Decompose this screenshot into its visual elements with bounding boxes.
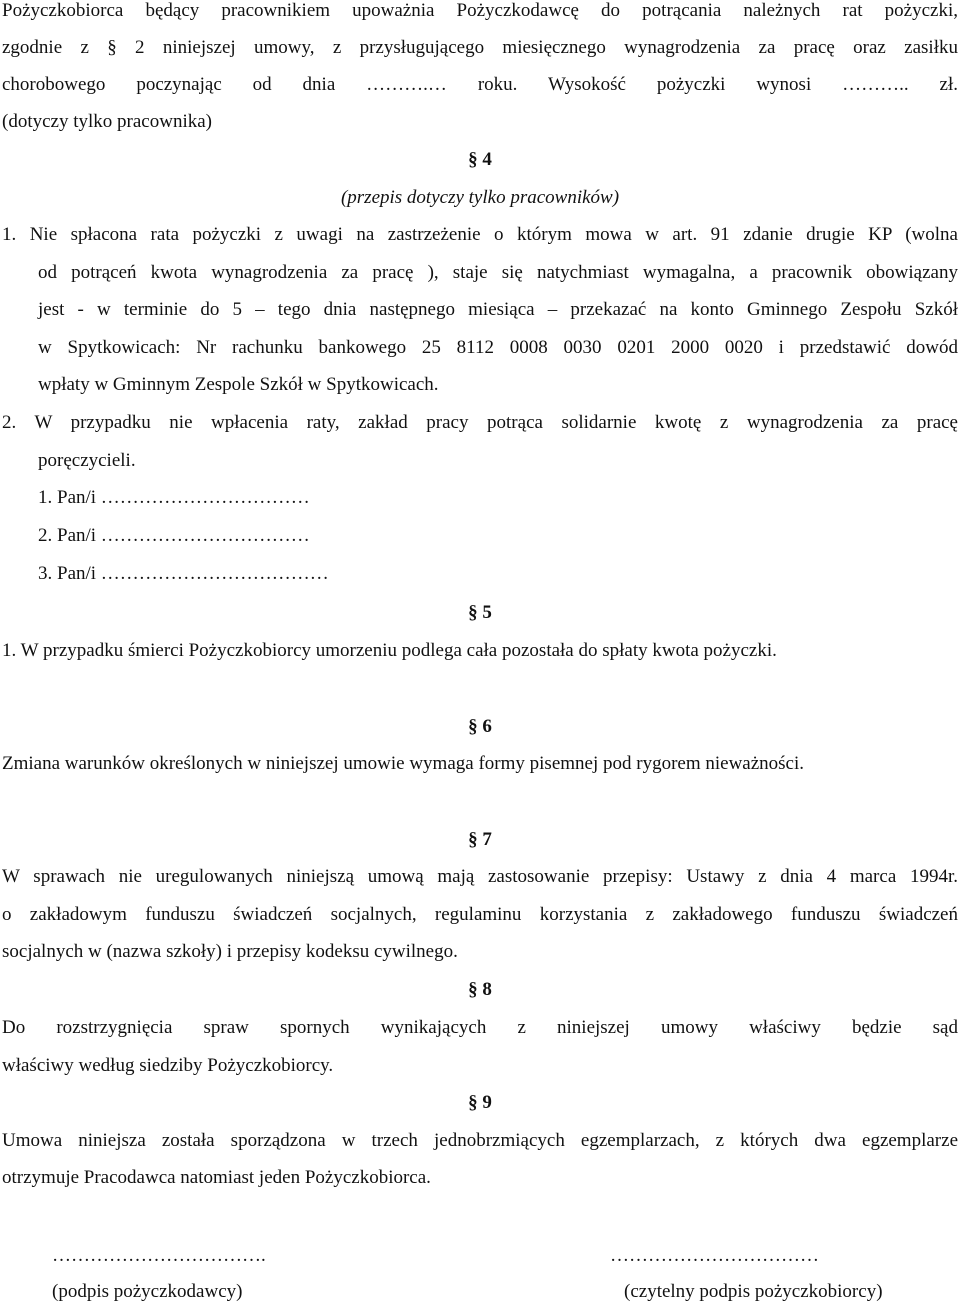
section-4-heading: § 4 <box>468 149 492 170</box>
intro-line-1: Pożyczkobiorca będący pracownikiem upoważnia Pożyczkodawcę do potrącania należnych rat pożyczki, <box>2 0 958 21</box>
signature-label-borrower: (czytelny podpis pożyczkobiorcy) <box>624 1281 883 1302</box>
section-9-line-1: Umowa niniejsza została sporządzona w trzech jednobrzmiących egzemplarzach, z których dwa egzemplarze <box>2 1130 958 1151</box>
intro-line-2: zgodnie z § 2 niniejszej umowy, z przysługującego miesięcznego wynagrodzenia za pracę oraz zasiłku <box>2 37 958 58</box>
guarantor-line-2: 2. Pan/i …………………………… <box>38 525 310 546</box>
section-5-heading: § 5 <box>468 602 492 623</box>
section-7-line-1: W sprawach nie uregulowanych niniejszą umową mają zastosowanie przepisy: Ustawy z dnia 4 marca 1994r. <box>2 866 958 887</box>
section-7-heading: § 7 <box>468 829 492 850</box>
section-8-line-2: właściwy według siedziby Pożyczkobiorcy. <box>2 1055 334 1076</box>
section-6-heading: § 6 <box>468 716 492 737</box>
signature-dots-borrower: …………………………… <box>610 1245 819 1266</box>
section-9-line-2: otrzymuje Pracodawca natomiast jeden Pożyczkobiorca. <box>2 1167 431 1188</box>
section-9-heading: § 9 <box>468 1092 492 1113</box>
section-8-line-1: Do rozstrzygnięcia spraw spornych wynikających z niniejszej umowy właściwy będzie sąd <box>2 1017 958 1038</box>
signature-dots-lender: ……………………………. <box>52 1245 266 1266</box>
section-8-heading: § 8 <box>468 979 492 1000</box>
section-4-p1-line-2: od potrąceń kwota wynagrodzenia za pracę ), staje się natychmiast wymagalna, a pracownik obowiązany <box>38 262 958 283</box>
section-4-p1-line-5: wpłaty w Gminnym Zespole Szkół w Spytkowicach. <box>38 374 439 395</box>
section-7-line-2: o zakładowym funduszu świadczeń socjalnych, regulaminu korzystania z zakładowego funduszu świadczeń <box>2 904 958 925</box>
section-6-text: Zmiana warunków określonych w niniejszej umowie wymaga formy pisemnej pod rygorem nieważności. <box>2 753 805 774</box>
section-4-subheading: (przepis dotyczy tylko pracowników) <box>340 187 620 208</box>
section-7-line-3: socjalnych w (nazwa szkoły) i przepisy kodeksu cywilnego. <box>2 941 458 962</box>
guarantor-line-3: 3. Pan/i ……………………………… <box>38 563 329 584</box>
section-4-p1-line-3: jest - w terminie do 5 – tego dnia następnego miesiąca – przekazać na konto Gminnego Zespołu Szkół <box>38 299 958 320</box>
intro-line-3: chorobowego poczynając od dnia ……….… roku. Wysokość pożyczki wynosi ……….. zł. <box>2 74 958 95</box>
section-4-p2-line-1: 2. W przypadku nie wpłacenia raty, zakład pracy potrąca solidarnie kwotę z wynagrodzenia za pracę <box>2 412 958 433</box>
signature-label-lender: (podpis pożyczkodawcy) <box>52 1281 243 1302</box>
intro-line-4: (dotyczy tylko pracownika) <box>2 111 212 132</box>
section-4-p2-line-2: poręczycieli. <box>38 450 136 471</box>
section-4-p1-line-4: w Spytkowicach: Nr rachunku bankowego 25 8112 0008 0030 0201 2000 0020 i przedstawić dowód <box>38 337 958 358</box>
guarantor-line-1: 1. Pan/i …………………………… <box>38 487 310 508</box>
section-5-text: 1. W przypadku śmierci Pożyczkobiorcy umorzeniu podlega cała pozostała do spłaty kwota pożyczki. <box>2 640 777 661</box>
section-4-p1-line-1: 1. Nie spłacona rata pożyczki z uwagi na zastrzeżenie o którym mowa w art. 91 zdanie drugie KP (wolna <box>2 224 958 245</box>
